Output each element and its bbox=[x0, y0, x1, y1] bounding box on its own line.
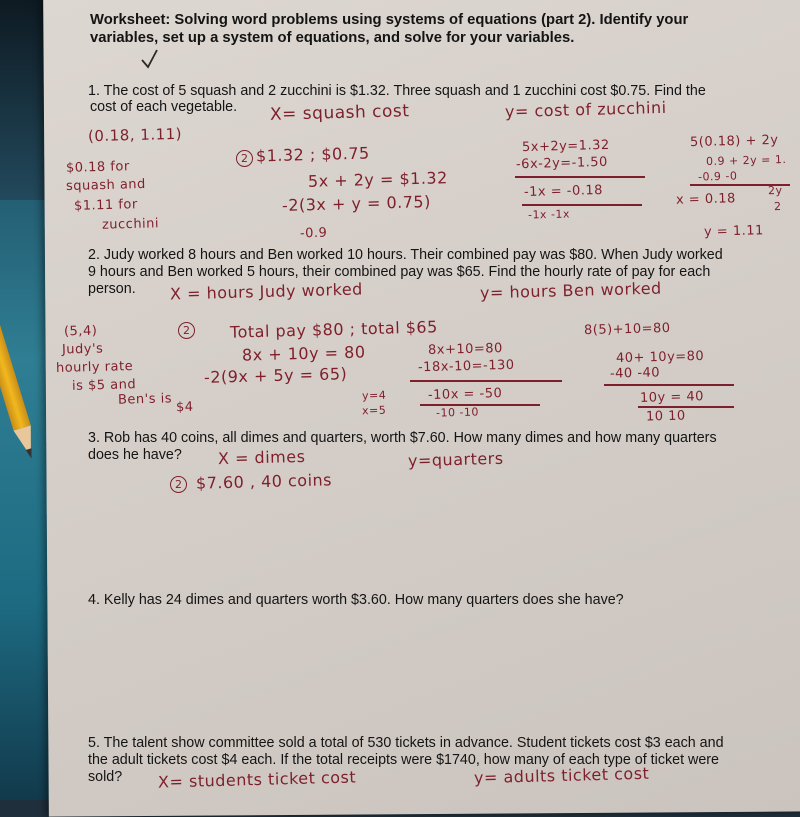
problem-1-elimination-4: -1x -1x bbox=[527, 207, 571, 222]
problem-1-answer-line-5: zucchini bbox=[101, 216, 160, 233]
problem-2-totals: Total pay $80 ; total $65 bbox=[229, 317, 438, 342]
problem-2-answer-point: (5,4) bbox=[63, 323, 98, 340]
problem-3-variable-y: y=quarters bbox=[407, 448, 504, 471]
problem-2-line-2: 9 hours and Ben worked 5 hours, their combined pay was $65. Find the hourly rate of pay for each bbox=[88, 264, 711, 280]
problem-1-elimination-rule bbox=[515, 176, 645, 178]
problem-2-substitution-5: 10 10 bbox=[645, 408, 686, 425]
problem-3-step-circle: 2 bbox=[170, 476, 187, 493]
problem-1-elimination-2: -6x-2y=-1.50 bbox=[515, 154, 609, 173]
problem-2-answer-line-5: Ben's is bbox=[117, 391, 173, 408]
problem-2-substitution-1: 8(5)+10=80 bbox=[583, 320, 671, 339]
problem-1-equation-2-note: -0.9 bbox=[299, 225, 328, 242]
problem-5-line-3: sold? bbox=[88, 769, 123, 785]
problem-2-variable-y: y= hours Ben worked bbox=[479, 278, 662, 303]
problem-1-elimination-3: -1x = -0.18 bbox=[523, 182, 604, 201]
problem-2-fraction-rule bbox=[638, 406, 734, 408]
problem-2-elimination-2: -18x-10=-130 bbox=[417, 357, 515, 376]
problem-1-variable-y: y= cost of zucchini bbox=[504, 97, 667, 122]
problem-1-answer-line-4: $1.11 for bbox=[73, 197, 138, 214]
problem-2-substitution-4: 10y = 40 bbox=[639, 389, 705, 406]
problem-2-line-3: person. bbox=[88, 281, 136, 297]
problem-1-equation-2: -2(3x + y = 0.75) bbox=[281, 192, 432, 215]
problem-1-variable-x: X= squash cost bbox=[269, 101, 410, 125]
problem-1-equation-1: 5x + 2y = $1.32 bbox=[307, 168, 448, 191]
problem-1-answer-line-3: squash and bbox=[65, 176, 147, 195]
problem-2-equation-1: 8x + 10y = 80 bbox=[241, 342, 366, 365]
problem-4-line-1: 4. Kelly has 24 dimes and quarters worth $3.60. How many quarters does she have? bbox=[88, 592, 624, 608]
problem-5-line-2: the adult tickets cost $4 each. If the total receipts were $1740, how many of each type of ticket were bbox=[88, 752, 719, 768]
problem-1-substitution-4-numerator: 2y bbox=[767, 183, 783, 198]
problem-1-substitution-2: 0.9 + 2y = 1. bbox=[705, 152, 787, 169]
problem-3-line-1: 3. Rob has 40 coins, all dimes and quarters, worth $7.60. How many dimes and how many quarters bbox=[88, 430, 717, 446]
worksheet-title-line-1: Worksheet: Solving word problems using systems of equations (part 2). Identify your bbox=[90, 12, 689, 28]
problem-2-division-rule bbox=[420, 404, 540, 406]
check-mark-icon bbox=[140, 48, 160, 70]
problem-3-line-2: does he have? bbox=[88, 447, 182, 463]
problem-1-substitution-1: 5(0.18) + 2y bbox=[689, 132, 779, 151]
problem-1-substitution-4-denominator: 2 bbox=[773, 199, 782, 214]
problem-2-result-y: y=4 bbox=[361, 388, 387, 403]
problem-2-answer-line-2: Judy's bbox=[61, 341, 104, 358]
worksheet-title-line-2: variables, set up a system of equations, and solve for your variables. bbox=[90, 30, 575, 46]
problem-1-line-1: 1. The cost of 5 squash and 2 zucchini is $1.32. Three squash and 1 zucchini cost $0.75. Find the bbox=[88, 83, 706, 99]
problem-2-equation-2: -2(9x + 5y = 65) bbox=[203, 364, 348, 387]
problem-2-variable-x: X = hours Judy worked bbox=[169, 279, 364, 304]
problem-2-substitution-3: -40 -40 bbox=[609, 365, 661, 382]
problem-5-variable-x: X= students ticket cost bbox=[157, 767, 357, 792]
problem-5-variable-y: y= adults ticket cost bbox=[473, 763, 650, 788]
problem-2-line-1: 2. Judy worked 8 hours and Ben worked 10 hours. Their combined pay was $80. When Judy worked bbox=[88, 247, 723, 263]
problem-1-step-circle: 2 bbox=[236, 150, 253, 167]
problem-2-elimination-rule bbox=[410, 380, 562, 382]
problem-1-division-rule bbox=[522, 204, 642, 206]
problem-2-answer-line-3: hourly rate bbox=[55, 358, 134, 377]
problem-2-elimination-1: 8x+10=80 bbox=[427, 341, 504, 358]
problem-3-variable-x: X = dimes bbox=[217, 446, 306, 469]
problem-2-result-x: x=5 bbox=[361, 403, 387, 418]
problem-1-substitution-4: x = 0.18 bbox=[675, 191, 736, 208]
problem-2-answer-line-4: is $5 and bbox=[71, 377, 137, 394]
problem-1-line-2: cost of each vegetable. bbox=[90, 99, 238, 115]
problem-5-line-1: 5. The talent show committee sold a total of 530 tickets in advance. Student tickets cost $3 each and bbox=[88, 735, 724, 751]
problem-2-elimination-4: -10 -10 bbox=[435, 405, 480, 420]
problem-2-step-circle: 2 bbox=[178, 322, 195, 339]
problem-3-totals: $7.60 , 40 coins bbox=[195, 470, 333, 493]
problem-1-answer-point: (0.18, 1.11) bbox=[87, 124, 183, 146]
problem-2-elimination-3: -10x = -50 bbox=[427, 386, 503, 403]
problem-2-answer-line-6: $4 bbox=[175, 399, 194, 416]
problem-2-substitution-2: 40+ 10y=80 bbox=[615, 348, 705, 367]
problem-1-elimination-1: 5x+2y=1.32 bbox=[521, 137, 610, 156]
problem-1-substitution-5: y = 1.11 bbox=[703, 223, 764, 240]
problem-1-totals: $1.32 ; $0.75 bbox=[255, 143, 370, 166]
problem-1-answer-line-2: $0.18 for bbox=[65, 159, 130, 176]
problem-2-substitution-rule bbox=[604, 384, 734, 386]
problem-1-substitution-3: -0.9 -0 bbox=[697, 169, 738, 184]
